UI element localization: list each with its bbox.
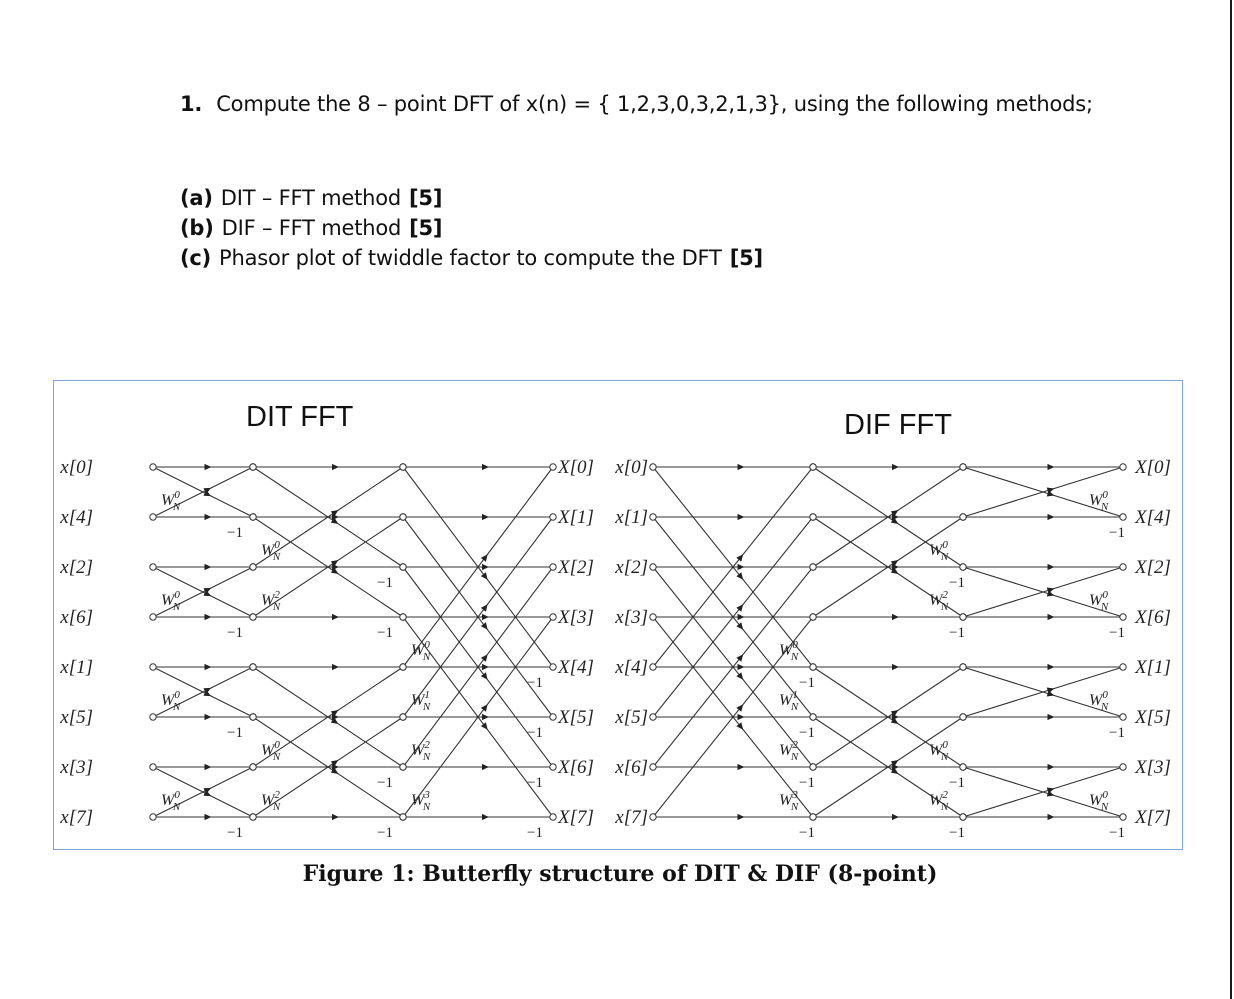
minus-one-label: −1	[377, 575, 393, 591]
twiddle-factor: $W^0$ N	[161, 789, 181, 813]
minus-one-label: −1	[377, 775, 393, 791]
node	[650, 664, 656, 670]
node	[400, 714, 406, 720]
node	[150, 764, 156, 770]
arrowhead	[738, 714, 745, 720]
twiddle-factor: $W^1$ N	[411, 689, 431, 713]
input-label: x[4]	[60, 507, 93, 528]
node	[550, 464, 556, 470]
twiddle-factor: $W^2$ N	[779, 739, 799, 763]
node	[650, 464, 656, 470]
arrowhead	[205, 814, 212, 820]
arrowhead	[1048, 564, 1055, 570]
node	[650, 714, 656, 720]
node	[150, 514, 156, 520]
arrowhead	[481, 554, 488, 561]
question-text: Compute the 8 – point DFT of x(n) = { 1,2,3,0,3,2,1,3}, using the following methods;	[216, 92, 1093, 116]
arrowhead	[892, 814, 899, 820]
minus-one-label: −1	[527, 725, 543, 741]
input-label: x[3]	[60, 757, 93, 778]
node	[400, 814, 406, 820]
arrowhead	[481, 604, 488, 611]
output-label: X[2]	[1135, 557, 1171, 578]
node	[960, 764, 966, 770]
arrowhead	[892, 664, 899, 670]
part-marks: [5]	[729, 246, 763, 270]
arrowhead	[331, 760, 339, 767]
node	[960, 664, 966, 670]
arrowhead	[892, 464, 899, 470]
minus-one-label: −1	[949, 625, 965, 641]
node	[960, 464, 966, 470]
minus-one-label: −1	[949, 575, 965, 591]
output-label: X[7]	[558, 807, 594, 828]
twiddle-factor: $W^0$ N	[261, 539, 281, 563]
node	[400, 464, 406, 470]
node	[550, 614, 556, 620]
arrowhead	[736, 654, 743, 661]
minus-one-label: −1	[227, 625, 243, 641]
node	[250, 564, 256, 570]
node	[650, 614, 656, 620]
twiddle-factor: $W^0$ N	[161, 689, 181, 713]
output-label: X[4]	[1135, 507, 1171, 528]
twiddle-factor: $W^0$ N	[161, 589, 181, 613]
arrowhead	[331, 710, 339, 717]
arrowhead	[482, 564, 489, 570]
question-number: 1.	[180, 92, 203, 116]
arrowhead	[332, 464, 339, 470]
node	[250, 514, 256, 520]
minus-one-label: −1	[1109, 825, 1125, 841]
arrowhead	[736, 722, 743, 729]
node	[810, 614, 816, 620]
arrowhead	[738, 564, 745, 570]
input-label: x[1]	[615, 507, 648, 528]
twiddle-factor: $W^2$ N	[929, 789, 949, 813]
node	[250, 764, 256, 770]
part-label: (c)	[180, 246, 212, 270]
input-label: x[0]	[60, 457, 93, 478]
node	[960, 614, 966, 620]
part-text: DIF – FFT method	[221, 216, 402, 240]
node	[650, 764, 656, 770]
arrowhead	[332, 714, 339, 720]
input-label: x[4]	[615, 657, 648, 678]
twiddle-factor: $W^0$ N	[1089, 589, 1109, 613]
arrowhead	[332, 664, 339, 670]
twiddle-factor: $W^2$ N	[261, 589, 281, 613]
minus-one-label: −1	[377, 625, 393, 641]
node	[550, 664, 556, 670]
arrowhead	[738, 514, 745, 520]
part-label: (b)	[180, 216, 214, 240]
node	[150, 464, 156, 470]
node	[150, 714, 156, 720]
arrowhead	[331, 510, 339, 517]
node	[400, 614, 406, 620]
node	[250, 714, 256, 720]
node	[150, 614, 156, 620]
minus-one-label: −1	[799, 775, 815, 791]
arrowhead	[481, 572, 488, 579]
arrowhead	[738, 614, 745, 620]
twiddle-factor: $W^0$ N	[161, 489, 181, 513]
input-label: x[7]	[60, 807, 93, 828]
twiddle-factor: $W^0$ N	[929, 739, 949, 763]
signal-flow-labels	[59, 457, 1171, 841]
arrowhead	[736, 604, 743, 611]
minus-one-label: −1	[527, 675, 543, 691]
twiddle-factor: $W^2$ N	[411, 739, 431, 763]
node	[400, 514, 406, 520]
minus-one-label: −1	[949, 775, 965, 791]
twiddle-factor: $W^3$ N	[779, 789, 799, 813]
arrowhead	[332, 514, 339, 520]
butterfly-diagram	[53, 380, 1183, 850]
arrowhead	[481, 722, 488, 729]
node	[960, 814, 966, 820]
output-label: X[3]	[558, 607, 594, 628]
node	[810, 564, 816, 570]
arrowhead	[1048, 664, 1055, 670]
arrowhead	[205, 564, 212, 570]
node	[1120, 664, 1126, 670]
node	[1120, 714, 1126, 720]
part-label: (a)	[180, 186, 213, 210]
arrowhead	[481, 654, 488, 661]
minus-one-label: −1	[227, 825, 243, 841]
arrowhead	[891, 560, 899, 567]
node	[400, 764, 406, 770]
node	[810, 514, 816, 520]
node	[250, 664, 256, 670]
dif-title: DIF FFT	[844, 409, 952, 441]
arrowhead	[736, 572, 743, 579]
arrowhead	[738, 814, 745, 820]
minus-one-label: −1	[949, 825, 965, 841]
node	[400, 664, 406, 670]
input-label: x[6]	[60, 607, 93, 628]
twiddle-factor: $W^0$ N	[1089, 789, 1109, 813]
node	[1120, 614, 1126, 620]
page-edge-border	[1230, 0, 1232, 999]
input-label: x[5]	[615, 707, 648, 728]
node	[400, 564, 406, 570]
output-label: X[5]	[558, 707, 594, 728]
arrowhead	[482, 814, 489, 820]
minus-one-label: −1	[1109, 725, 1125, 741]
arrowhead	[481, 672, 488, 679]
part-marks: [5]	[409, 216, 443, 240]
minus-one-label: −1	[799, 825, 815, 841]
arrowhead	[891, 510, 899, 517]
output-label: X[0]	[558, 457, 594, 478]
arrowhead	[482, 664, 489, 670]
node	[150, 564, 156, 570]
node	[550, 514, 556, 520]
arrowhead	[331, 560, 339, 567]
node	[1120, 464, 1126, 470]
node	[150, 814, 156, 820]
arrowhead	[736, 622, 743, 629]
node	[550, 714, 556, 720]
output-label: X[2]	[558, 557, 594, 578]
twiddle-factor: $W^1$ N	[779, 689, 799, 713]
dit-title: DIT FFT	[246, 401, 354, 433]
arrowhead	[736, 554, 743, 561]
arrowhead	[891, 760, 899, 767]
arrowhead	[736, 672, 743, 679]
arrowhead	[892, 514, 899, 520]
node	[960, 714, 966, 720]
arrowhead	[481, 704, 488, 711]
output-label: X[6]	[558, 757, 594, 778]
arrowhead	[1048, 514, 1055, 520]
node	[250, 464, 256, 470]
output-label: X[3]	[1135, 757, 1171, 778]
node	[250, 814, 256, 820]
question-1	[180, 92, 1093, 116]
arrowhead	[892, 564, 899, 570]
node	[810, 714, 816, 720]
input-label: x[0]	[615, 457, 648, 478]
node	[1120, 764, 1126, 770]
arrowhead	[482, 764, 489, 770]
input-label: x[3]	[615, 607, 648, 628]
node	[250, 614, 256, 620]
part-a	[180, 183, 763, 213]
node	[550, 564, 556, 570]
arrowhead	[738, 764, 745, 770]
twiddle-factor: $W^0$ N	[261, 739, 281, 763]
part-marks: [5]	[409, 186, 443, 210]
twiddle-factor: $W^2$ N	[261, 789, 281, 813]
output-label: X[0]	[1135, 457, 1171, 478]
arrowhead	[205, 764, 212, 770]
node	[650, 814, 656, 820]
part-c	[180, 243, 763, 273]
input-label: x[2]	[615, 557, 648, 578]
node	[650, 564, 656, 570]
node	[810, 764, 816, 770]
minus-one-label: −1	[227, 525, 243, 541]
minus-one-label: −1	[377, 825, 393, 841]
arrowhead	[482, 514, 489, 520]
minus-one-label: −1	[1109, 625, 1125, 641]
node	[810, 814, 816, 820]
node	[960, 564, 966, 570]
node	[1120, 814, 1126, 820]
twiddle-factor: $W^0$ N	[1089, 489, 1109, 513]
part-text: Phasor plot of twiddle factor to compute the DFT	[219, 246, 722, 270]
arrowhead	[482, 464, 489, 470]
output-label: X[7]	[1135, 807, 1171, 828]
arrowhead	[205, 664, 212, 670]
node	[650, 514, 656, 520]
arrowhead	[1048, 764, 1055, 770]
question-parts	[180, 183, 763, 273]
input-label: x[1]	[60, 657, 93, 678]
arrowhead	[205, 464, 212, 470]
arrowhead	[332, 764, 339, 770]
minus-one-label: −1	[527, 825, 543, 841]
arrowhead	[1048, 814, 1055, 820]
minus-one-label: −1	[799, 725, 815, 741]
arrowhead	[891, 710, 899, 717]
node	[550, 764, 556, 770]
arrowhead	[481, 622, 488, 629]
arrowhead	[205, 514, 212, 520]
arrowhead	[332, 564, 339, 570]
input-label: x[5]	[60, 707, 93, 728]
output-label: X[4]	[558, 657, 594, 678]
arrowhead	[332, 614, 339, 620]
input-label: x[6]	[615, 757, 648, 778]
minus-one-label: −1	[227, 725, 243, 741]
arrowhead	[332, 814, 339, 820]
node	[1120, 514, 1126, 520]
node	[960, 514, 966, 520]
arrowhead	[205, 614, 212, 620]
twiddle-factor: $W^3$ N	[411, 789, 431, 813]
arrowhead	[482, 614, 489, 620]
twiddle-factor: $W^0$ N	[929, 539, 949, 563]
arrowhead	[892, 714, 899, 720]
figure-caption: Figure 1: Butterfly structure of DIT & DIF (8-point)	[302, 861, 938, 887]
node	[810, 664, 816, 670]
twiddle-factor: $W^0$ N	[1089, 689, 1109, 713]
output-label: X[5]	[1135, 707, 1171, 728]
part-b	[180, 213, 763, 243]
part-text: DIT – FFT method	[220, 186, 402, 210]
node	[1120, 564, 1126, 570]
output-label: X[6]	[1135, 607, 1171, 628]
arrowhead	[736, 704, 743, 711]
twiddle-factor: $W^0$ N	[411, 639, 431, 663]
minus-one-label: −1	[527, 775, 543, 791]
input-label: x[7]	[615, 807, 648, 828]
arrowhead	[1048, 614, 1055, 620]
minus-one-label: −1	[1109, 525, 1125, 541]
arrowhead	[738, 664, 745, 670]
output-label: X[1]	[1135, 657, 1171, 678]
arrowhead	[482, 714, 489, 720]
arrowhead	[205, 714, 212, 720]
node	[550, 814, 556, 820]
arrowhead	[892, 764, 899, 770]
arrowhead	[738, 464, 745, 470]
output-label: X[1]	[558, 507, 594, 528]
minus-one-label: −1	[799, 675, 815, 691]
node	[810, 464, 816, 470]
node	[150, 664, 156, 670]
arrowhead	[1048, 714, 1055, 720]
twiddle-factor: $W^0$ N	[779, 639, 799, 663]
input-label: x[2]	[60, 557, 93, 578]
arrowhead	[1048, 464, 1055, 470]
twiddle-factor: $W^2$ N	[929, 589, 949, 613]
arrowhead	[892, 614, 899, 620]
